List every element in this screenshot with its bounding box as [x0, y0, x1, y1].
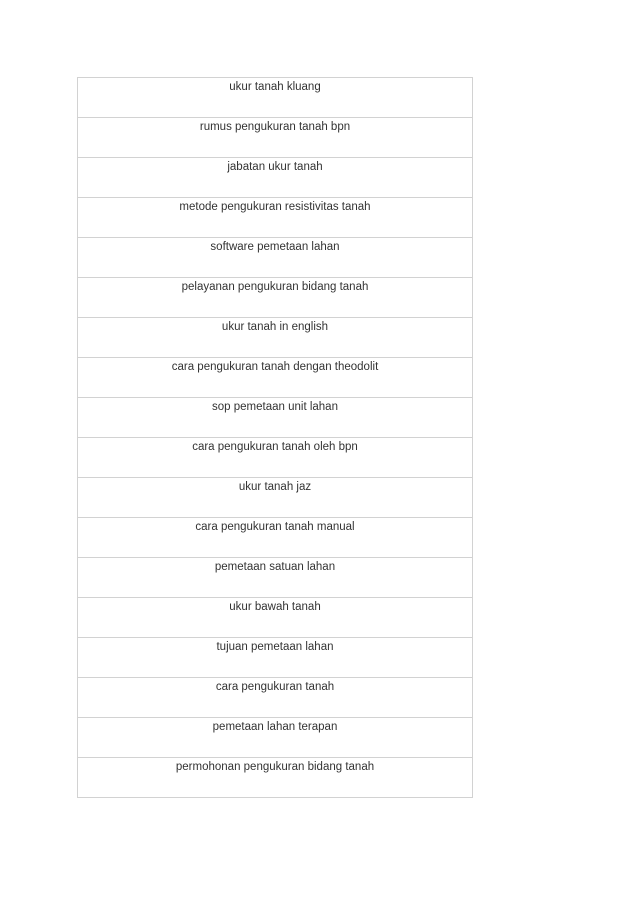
- table-row: [78, 318, 472, 358]
- table-cell: pemetaan satuan lahan: [214, 561, 336, 573]
- table-cell: tujuan pemetaan lahan: [216, 641, 334, 653]
- table-cell: pemetaan lahan terapan: [212, 721, 338, 733]
- table-row: [78, 478, 472, 518]
- table-cell: rumus pengukuran tanah bpn: [199, 121, 351, 133]
- table-row: [78, 558, 472, 598]
- table-row: [78, 718, 472, 758]
- table-cell: ukur tanah jaz: [238, 481, 312, 493]
- table-cell: cara pengukuran tanah: [215, 681, 335, 693]
- table-cell: sop pemetaan unit lahan: [212, 401, 338, 413]
- table-cell: cara pengukuran tanah manual: [195, 521, 355, 533]
- table-cell: ukur tanah in english: [221, 321, 329, 333]
- table-row: [78, 758, 472, 798]
- keyword-table: [77, 77, 473, 798]
- table-cell: cara pengukuran tanah oleh bpn: [192, 441, 358, 453]
- table-cell: software pemetaan lahan: [210, 241, 340, 253]
- table-cell: ukur tanah kluang: [229, 81, 321, 93]
- table-cell: cara pengukuran tanah dengan theodolit: [171, 361, 379, 373]
- table-cell: metode pengukuran resistivitas tanah: [179, 201, 371, 213]
- table-row: [78, 678, 472, 718]
- table-row: [78, 158, 472, 198]
- table-cell: permohonan pengukuran bidang tanah: [175, 761, 375, 773]
- table-row: [78, 238, 472, 278]
- table-row: [78, 118, 472, 158]
- table-row: [78, 278, 472, 318]
- table-row: [78, 198, 472, 238]
- table-cell: jabatan ukur tanah: [227, 161, 323, 173]
- table-row: [78, 518, 472, 558]
- table-cell: ukur bawah tanah: [229, 601, 321, 613]
- table-row: [78, 78, 472, 118]
- table-row: [78, 598, 472, 638]
- table-cell: pelayanan pengukuran bidang tanah: [181, 281, 369, 293]
- table-row: [78, 358, 472, 398]
- table-row: [78, 398, 472, 438]
- table-row: [78, 638, 472, 678]
- table-row: [78, 438, 472, 478]
